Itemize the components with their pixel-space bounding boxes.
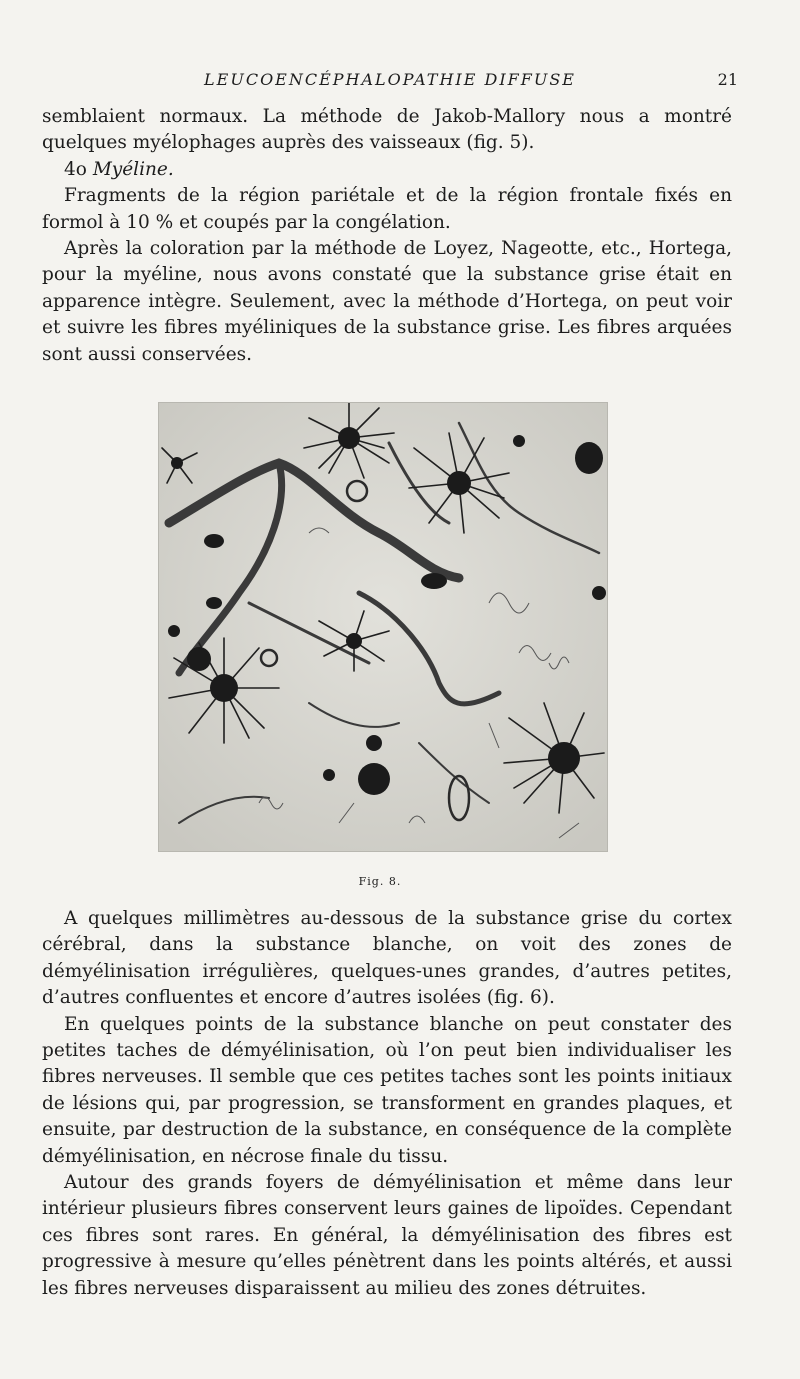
page-header	[40, 70, 740, 94]
paragraph: Autour des grands foyers de démyélinisation et même dans leur intérieur plusieurs fibres conservent leurs gaines de lipoïdes. Cependant ces fibres sont rares. En général, la démyélinisation des fibres est progressive à mesure qu’elles pénètrent dans les points altérés, et aussi les fibres nerveuses disparaissent au milieu des zones détruites.	[42, 1172, 732, 1299]
micrograph-illustration	[159, 403, 607, 851]
paragraph: Fragments de la région pariétale et de la région frontale fixés en formol à 10 % et coupés par la congélation.	[42, 185, 732, 233]
section-number: 4o	[64, 158, 87, 180]
paragraph: En quelques points de la substance blanche on peut constater des petites taches de démyélinisation, où l’on peut bien individualiser les fibres nerveuses. Il semble que ces petites taches sont les points initiaux de lésions qui, par progression, se transforment en grandes plaques, et ensuite, par destruction de la substance, en conséquence de la complète démyélinisation, en nécrose finale du tissu.	[42, 1013, 732, 1167]
micrograph-figure	[158, 402, 608, 852]
paragraph: A quelques millimètres au-dessous de la substance grise du cortex cérébral, dans la substance blanche, on voit des zones de démyélinisation irrégulières, quelques-unes grandes, d’autres petites, d’autres confluentes et encore d’autres isolées (fig. 6).	[42, 908, 732, 1009]
running-title: LEUCOENCÉPHALOPATHIE DIFFUSE	[204, 70, 576, 89]
body-text-bottom	[42, 906, 732, 1302]
page-number: 21	[717, 70, 738, 89]
section-heading	[42, 157, 732, 183]
body-text-top	[42, 104, 732, 368]
section-title: Myéline.	[92, 158, 174, 180]
paragraph: Après la coloration par la méthode de Loyez, Nageotte, etc., Hortega, pour la myéline, nous avons constaté que la substance grise était en apparence intègre. Seulement, avec la méthode d’Hortega, on peut voir et suivre les fibres myéliniques de la substance grise. Les fibres arquées sont aussi conservées.	[42, 238, 732, 365]
figure-caption: Fig. 8.	[358, 875, 402, 888]
paragraph: semblaient normaux. La méthode de Jakob-Mallory nous a montré quelques myélophages auprès des vaisseaux (fig. 5).	[42, 106, 732, 154]
